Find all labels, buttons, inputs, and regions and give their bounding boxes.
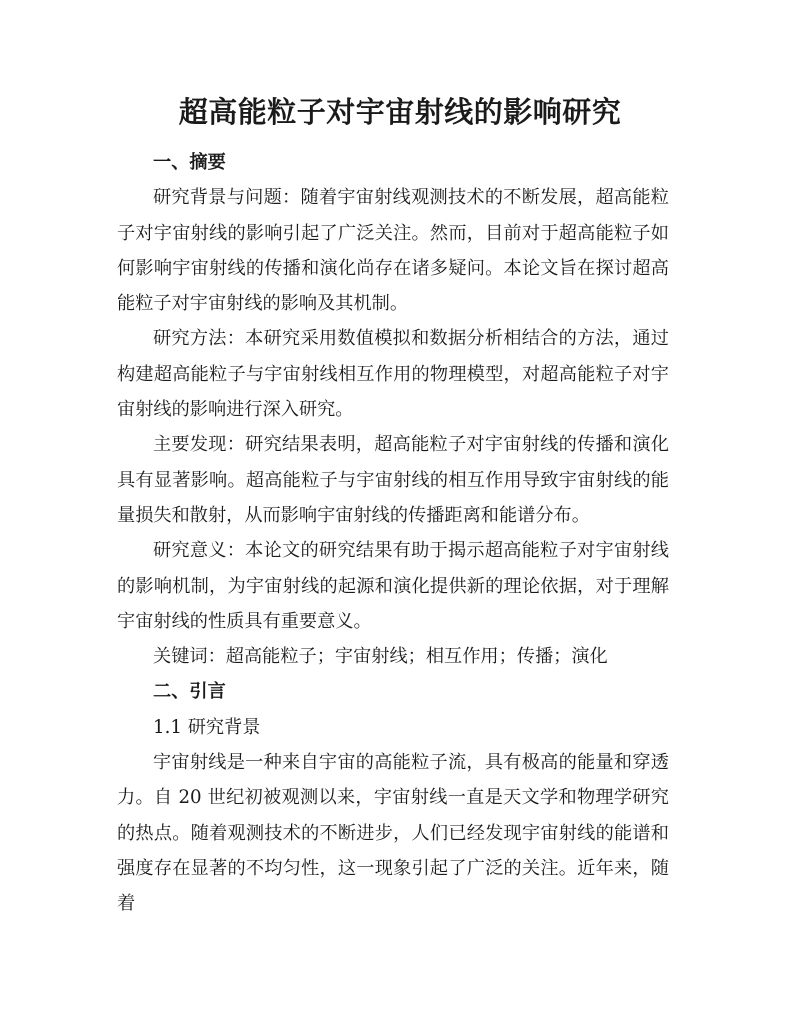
subsection-heading: 1.1 研究背景	[153, 716, 261, 738]
abstract-methods-paragraph: 研究方法：本研究采用数值模拟和数据分析相结合的方法，通过构建超高能粒子与宇宙射线相互作用的物理模型，对超高能粒子对宇宙射线的影响进行深入研究。	[117, 328, 669, 421]
abstract-findings-paragraph: 主要发现：研究结果表明，超高能粒子对宇宙射线的传播和演化具有显著影响。超高能粒子与宇宙射线的相互作用导致宇宙射线的能量损失和散射，从而影响宇宙射线的传播距离和能谱分布。	[117, 434, 669, 526]
introduction-heading: 二、引言	[153, 681, 226, 703]
keywords-line: 关键词：超高能粒子；宇宙射线；相互作用；传播；演化	[153, 646, 608, 668]
introduction-paragraph: 宇宙射线是一种来自宇宙的高能粒子流，具有极高的能量和穿透力。自 20 世纪初被观测以来，宇宙射线一直是天文学和物理学研究的热点。随着观测技术的不断进步，人们已经发现宇宙射线的能谱和强度存在显著的不均匀性，这一现象引起了广泛的关注。近年来，随着	[117, 752, 669, 915]
abstract-heading: 一、摘要	[153, 152, 226, 173]
abstract-background-paragraph: 研究背景与问题：随着宇宙射线观测技术的不断发展，超高能粒子对宇宙射线的影响引起了广泛关注。然而，目前对于超高能粒子如何影响宇宙射线的传播和演化尚存在诸多疑问。本论文旨在探讨超高能粒子对宇宙射线的影响及其机制。	[117, 187, 669, 315]
abstract-significance-paragraph: 研究意义：本论文的研究结果有助于揭示超高能粒子对宇宙射线的影响机制，为宇宙射线的起源和演化提供新的理论依据，对于理解宇宙射线的性质具有重要意义。	[117, 540, 669, 632]
document-title: 超高能粒子对宇宙射线的影响研究	[178, 95, 622, 129]
document-body	[117, 145, 669, 922]
